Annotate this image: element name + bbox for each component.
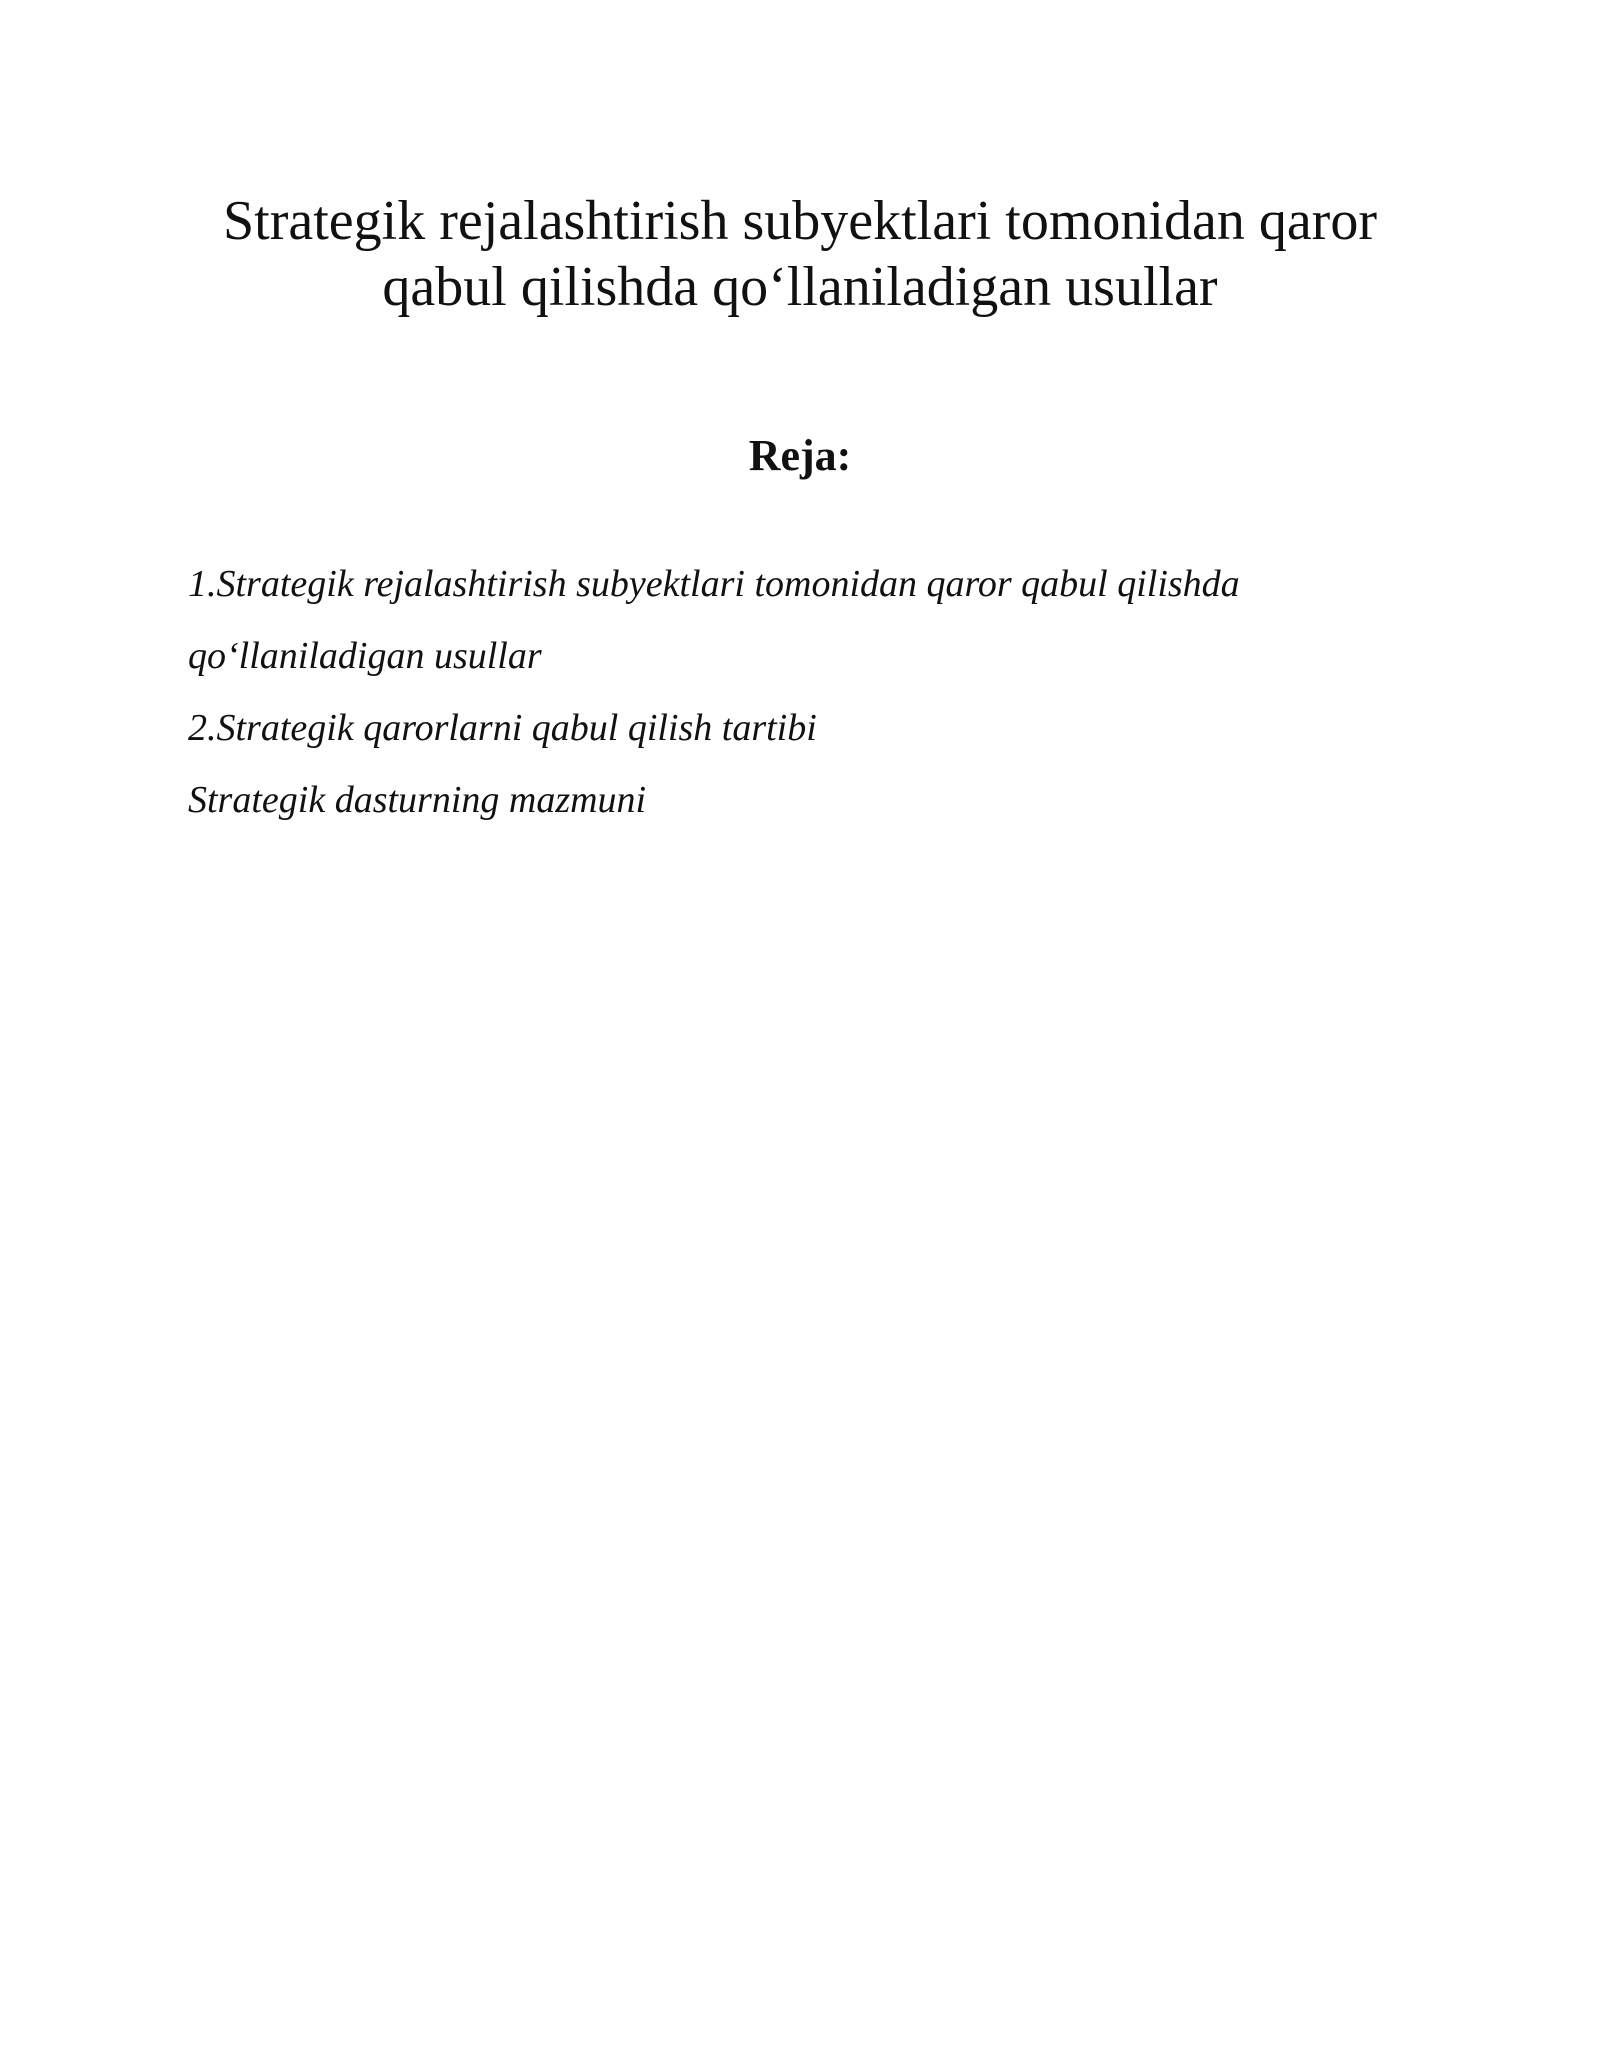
- plan-list: [188, 548, 1468, 836]
- plan-item: 1.Strategik rejalashtirish subyektlari tomonidan qaror qabul qilishda: [188, 563, 1240, 605]
- plan-item: 2.Strategik qarorlarni qabul qilish tartibi: [188, 707, 817, 749]
- plan-item: Strategik dasturning mazmuni: [188, 779, 647, 821]
- plan-item: qo‘llaniladigan usullar: [188, 635, 542, 677]
- document-title-line-1: Strategik rejalashtirish subyektlari tomonidan qaror: [223, 190, 1377, 252]
- document-title-line-2: qabul qilishda qo‘llaniladigan usullar: [382, 256, 1218, 318]
- document-title: [150, 188, 1450, 320]
- plan-heading: Reja:: [748, 431, 852, 480]
